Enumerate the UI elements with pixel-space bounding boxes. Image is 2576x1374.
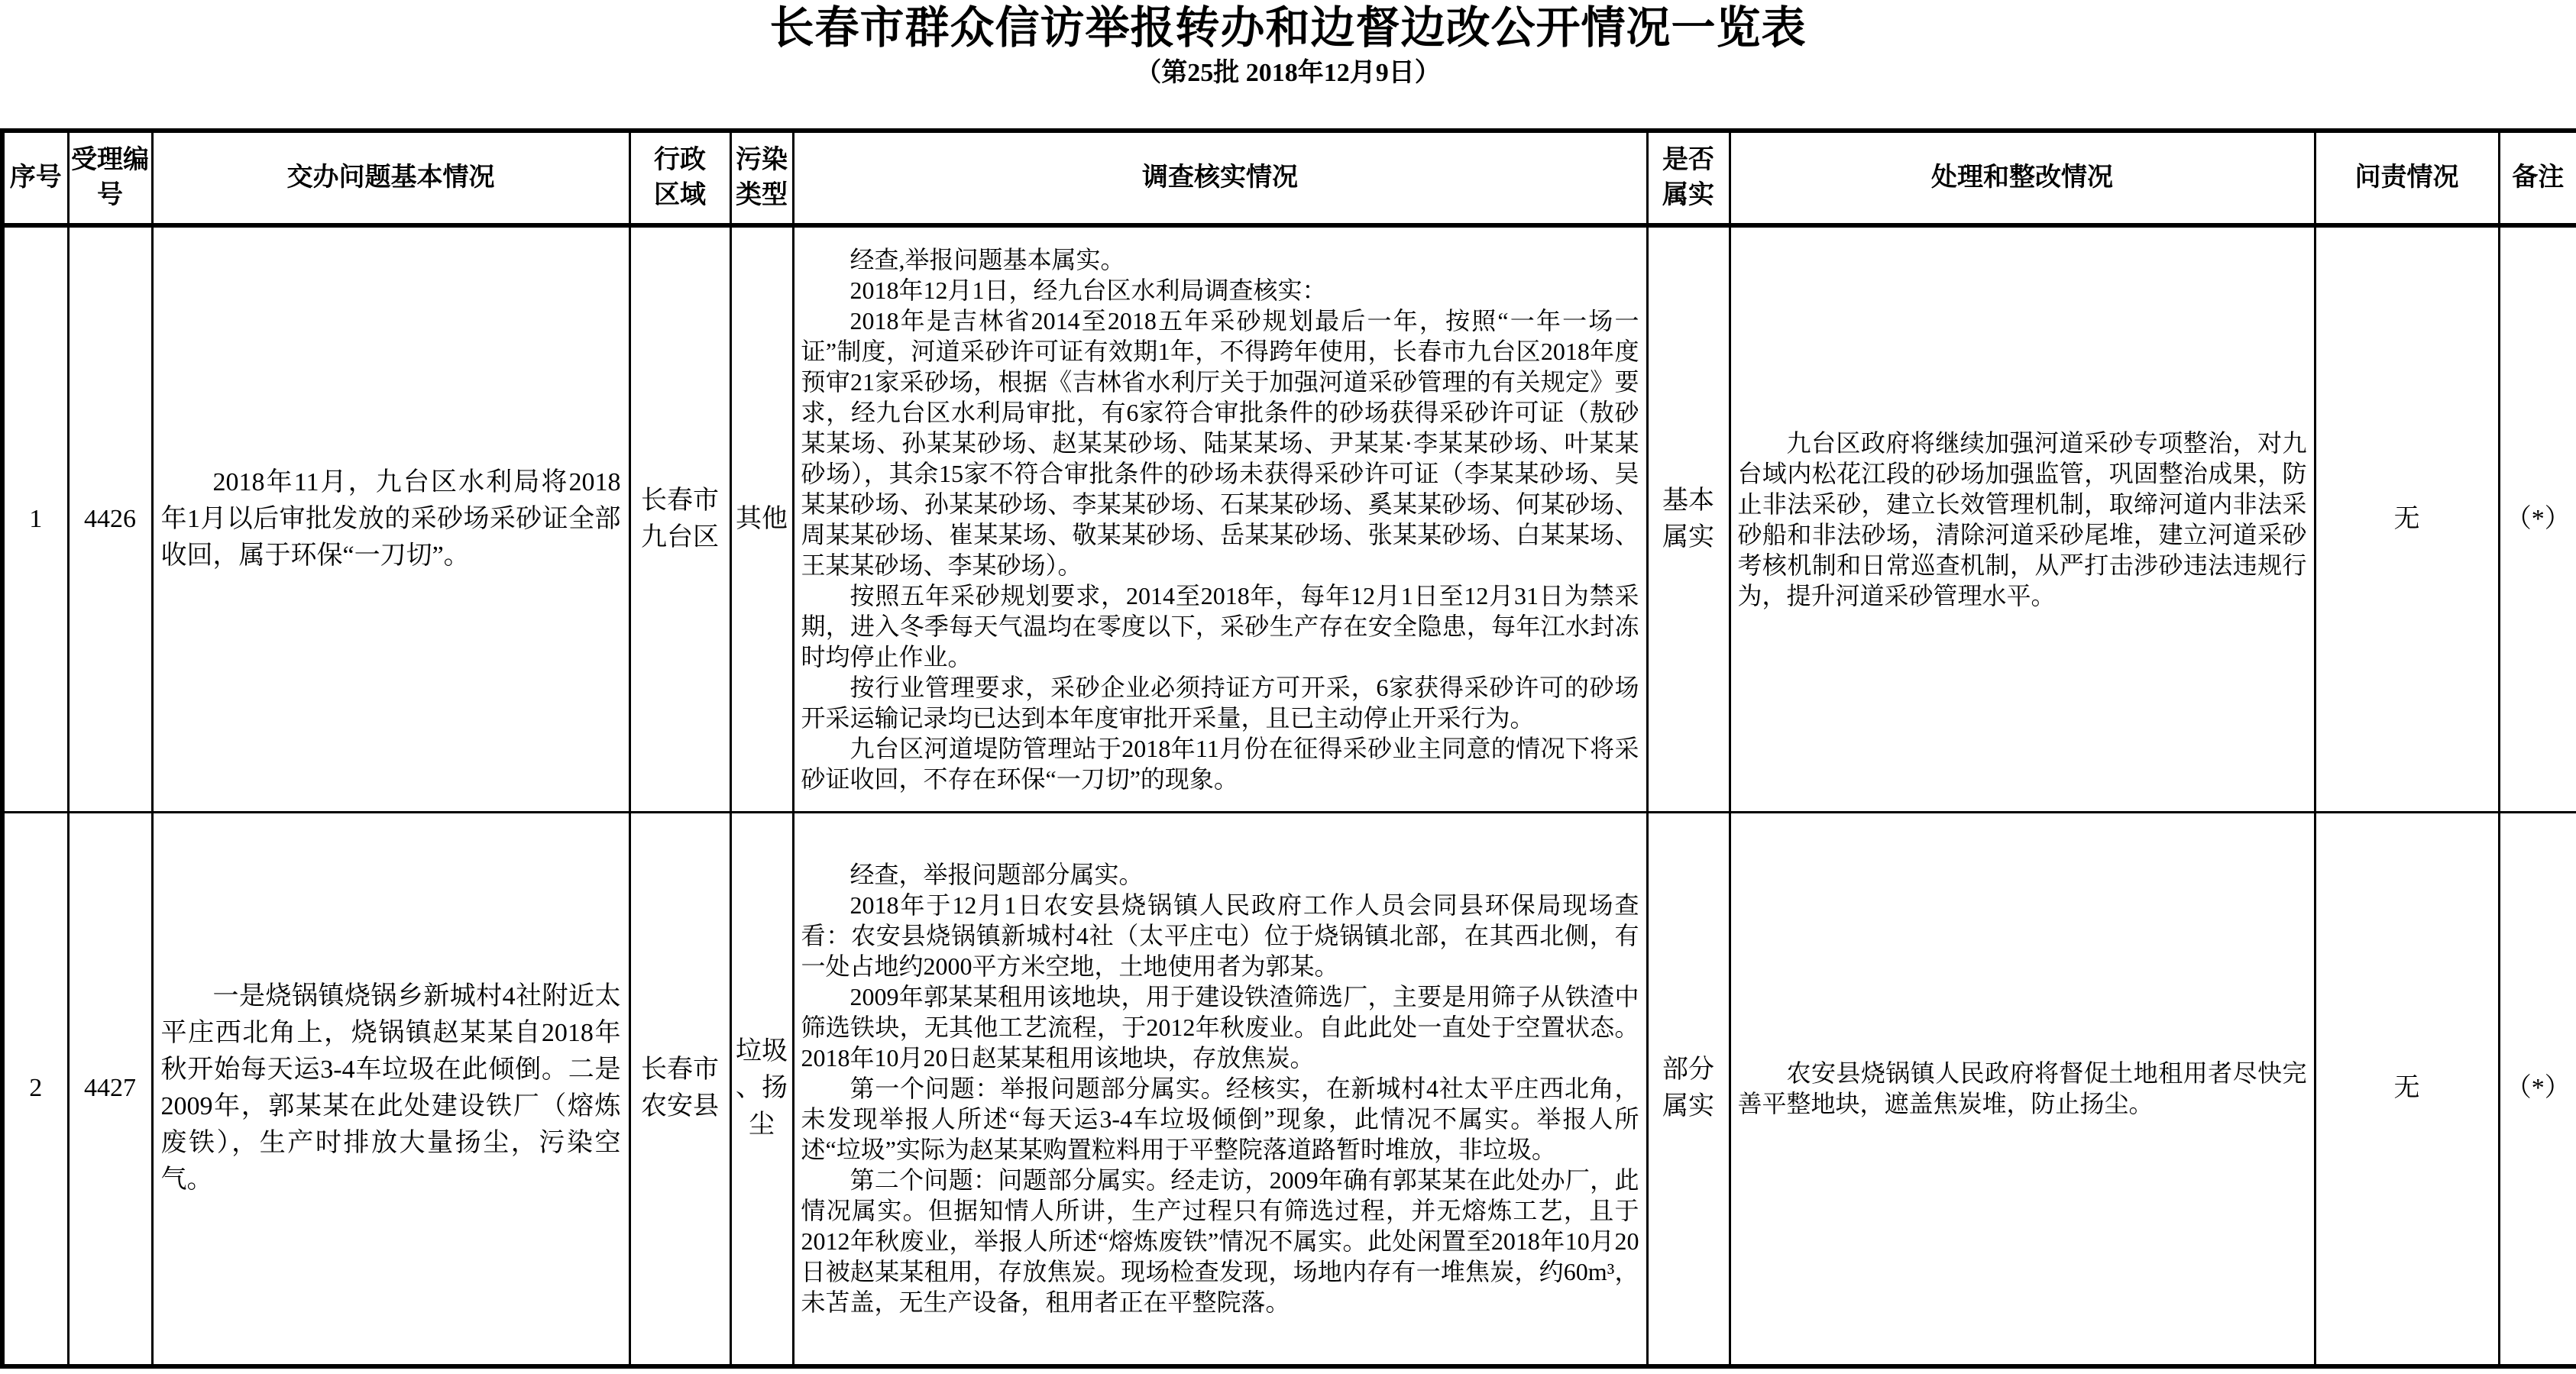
investigation-paragraph: 第二个问题：问题部分属实。经走访，2009年确有郭某某在此处办厂，此情况属实。但据知情人所讲，生产过程只有筛选过程，并无熔炼工艺，且于2012年秋废业，举报人所述“熔炼废铁”情况不属实。此处闲置至2018年10月20日被赵某某租用，存放焦炭。现场检查发现，场地内存有一堆焦炭，约60m³，未苫盖，无生产设备，租用者正在平整院落。 xyxy=(801,1166,1639,1317)
investigation-paragraph: 经查,举报问题基本属实。 xyxy=(849,245,1125,273)
page-title: 长春市群众信访举报转办和边督边改公开情况一览表 xyxy=(769,3,1807,53)
column-header-seq: 序号 xyxy=(2,131,68,225)
table-row xyxy=(2,225,2576,812)
rectification-cell xyxy=(1730,225,2315,812)
problem-cell xyxy=(152,812,629,1366)
investigation-paragraph: 按行业管理要求，采砂企业必须持证方可开采，6家获得采砂许可的砂场开采运输记录均已达到本年度审批开采量，且已主动停止开采行为。 xyxy=(801,673,1639,732)
rectification-cell xyxy=(1730,812,2315,1366)
investigation-paragraph: 按照五年采砂规划要求，2014至2018年，每年12月1日至12月31日为禁采期，进入冬季每天气温均在零度以下，采砂生产存在安全隐患，每年江水封冻时均停止作业。 xyxy=(801,581,1639,671)
column-header-remark: 备注 xyxy=(2499,131,2576,225)
investigation-paragraph: 经查，举报问题部分属实。 xyxy=(849,861,1144,889)
page-subtitle: （第25批 2018年12月9日） xyxy=(1135,59,1441,87)
verdict-cell: 基本属实 xyxy=(1647,225,1730,812)
header-row xyxy=(2,131,2576,225)
case-no-cell: 4426 xyxy=(68,225,152,812)
pollution-type-cell: 其他 xyxy=(730,225,793,812)
seq-cell: 2 xyxy=(2,812,68,1366)
column-header-pollution: 污染类型 xyxy=(730,131,793,225)
investigation-paragraph: 第一个问题：举报问题部分属实。经核实，在新城村4社太平庄西北角，未发现举报人所述“每天运3-4车垃圾倾倒”现象，此情况不属实。举报人所述“垃圾”实际为赵某某购置粒料用于平整院落道路暂时堆放，非垃圾。 xyxy=(801,1075,1639,1164)
accountability-cell: 无 xyxy=(2315,812,2499,1366)
region-cell: 长春市农安县 xyxy=(629,812,730,1366)
remark-cell: （*） xyxy=(2499,225,2576,812)
investigation-cell xyxy=(793,225,1647,812)
investigation-paragraph: 2018年是吉林省2014至2018五年采砂规划最后一年，按照“一年一场一证”制度，河道采砂许可证有效期1年，不得跨年使用，长春市九台区2018年度预审21家采砂场，根据《吉林省水利厅关于加强河道采砂管理的有关规定》要求，经九台区水利局审批，有6家符合审批条件的砂场获得采砂许可证（敖砂某某场、孙某某砂场、赵某某砂场、陆某某场、尹某某·李某某砂场、叶某某砂场），其余15家不符合审批条件的砂场未获得采砂许可证（李某某砂场、吴某某砂场、孙某某砂场、李某某砂场、石某某砂场、奚某某砂场、何某砂场、周某某砂场、崔某某场、敬某某砂场、岳某某砂场、张某某砂场、白某某场、王某某砂场、李某砂场）。 xyxy=(801,306,1639,579)
column-header-region: 行政区域 xyxy=(629,131,730,225)
region-cell: 长春市九台区 xyxy=(629,225,730,812)
verdict-cell: 部分属实 xyxy=(1647,812,1730,1366)
column-header-verified: 是否属实 xyxy=(1647,131,1730,225)
accountability-cell: 无 xyxy=(2315,225,2499,812)
column-header-investigation: 调查核实情况 xyxy=(793,131,1647,225)
column-header-rectification: 处理和整改情况 xyxy=(1730,131,2315,225)
column-header-case-no: 受理编号 xyxy=(68,131,152,225)
problem-text: 一是烧锅镇烧锅乡新城村4社附近太平庄西北角上，烧锅镇赵某某自2018年秋开始每天运3-4车垃圾在此倾倒。二是2009年，郭某某在此处建设铁厂（熔炼废铁），生产时排放大量扬尘，污染空气。 xyxy=(160,982,621,1195)
problem-text: 2018年11月，九台区水利局将2018年1月以后审批发放的采砂场采砂证全部收回，属于环保“一刀切”。 xyxy=(160,467,621,570)
investigation-paragraph: 2009年郭某某租用该地块，用于建设铁渣筛选厂，主要是用筛子从铁渣中筛选铁块，无其他工艺流程，于2012年秋废业。自此此处一直处于空置状态。2018年10月20日赵某某租用该地块，存放焦炭。 xyxy=(801,983,1639,1072)
column-header-problem: 交办问题基本情况 xyxy=(152,131,629,225)
investigation-paragraph: 九台区河道堤防管理站于2018年11月份在征得采砂业主同意的情况下将采砂证收回，不存在环保“一刀切”的现象。 xyxy=(801,734,1639,793)
problem-cell xyxy=(152,225,629,812)
seq-cell: 1 xyxy=(2,225,68,812)
table-row xyxy=(2,812,2576,1366)
investigation-cell xyxy=(793,812,1647,1366)
investigation-paragraph: 2018年12月1日，经九台区水利局调查核实： xyxy=(849,276,1327,304)
column-header-accountability: 问责情况 xyxy=(2315,131,2499,225)
investigation-paragraph: 2018年于12月1日农安县烧锅镇人民政府工作人员会同县环保局现场查看：农安县烧锅镇新城村4社（太平庄屯）位于烧锅镇北部，在其西北侧，有一处占地约2000平方米空地，土地使用者为郭某。 xyxy=(801,891,1639,981)
pollution-type-cell: 垃圾、扬尘 xyxy=(730,812,793,1366)
remark-cell: （*） xyxy=(2499,812,2576,1366)
case-no-cell: 4427 xyxy=(68,812,152,1366)
report-table xyxy=(0,128,2576,1369)
rectification-paragraph: 九台区政府将继续加强河道采砂专项整治，对九台域内松花江段的砂场加强监管，巩固整治成果，防止非法采砂，建立长效管理机制，取缔河道内非法采砂船和非法砂场，清除河道采砂尾堆，建立河道采砂考核机制和日常巡查机制，从严打击涉砂违法违规行为，提升河道采砂管理水平。 xyxy=(1737,428,2307,609)
rectification-paragraph: 农安县烧锅镇人民政府将督促土地租用者尽快完善平整地块，遮盖焦炭堆，防止扬尘。 xyxy=(1737,1059,2307,1118)
